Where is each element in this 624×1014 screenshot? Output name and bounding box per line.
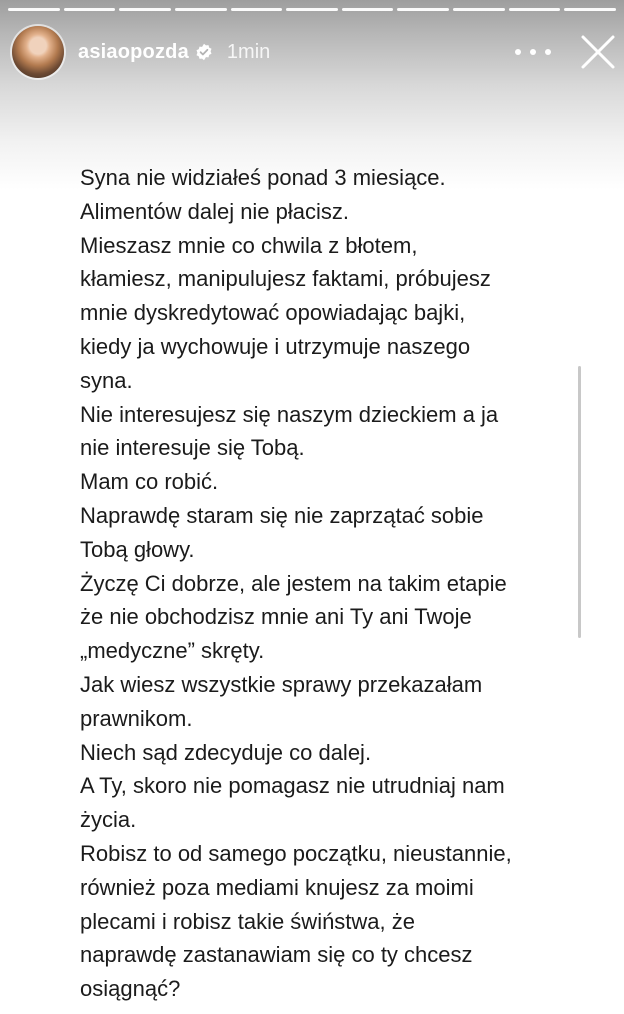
progress-segment: [119, 8, 171, 11]
username[interactable]: asiaopozda: [78, 40, 189, 63]
story-progress-bar: [8, 8, 616, 11]
story-text-line: Tobą głowy.: [80, 536, 195, 562]
story-text-line: Syna nie widziałeś ponad 3 miesiące.: [80, 165, 446, 190]
story-text-line: nie interesuje się Tobą.: [80, 435, 305, 461]
story-text-line: plecami i robisz takie świństwa, że: [80, 908, 416, 934]
progress-segment: [231, 8, 283, 11]
story-text-line: Mam co robić.: [80, 469, 219, 495]
verified-badge-icon: [195, 43, 213, 61]
story-header: [12, 26, 270, 78]
story-text-line: również poza mediami knujesz za moimi: [80, 874, 474, 900]
progress-segment: [397, 8, 449, 11]
story-text-line: A Ty, skoro nie pomagasz nie utrudniaj nam: [80, 773, 505, 799]
story-text-line: Mieszasz mnie co chwila z błotem,: [80, 232, 418, 258]
story-text-line: Naprawdę staram się nie zaprzątać sobie: [80, 502, 484, 528]
story-text-line: osiągnąć?: [80, 976, 181, 1002]
story-text-line: kiedy ja wychowuje i utrzymuje naszego: [80, 333, 471, 359]
scrollbar[interactable]: [578, 366, 581, 638]
story-text-line: Nie interesujesz się naszym dzieckiem a ja: [80, 401, 499, 427]
story-text-line: naprawdę zastanawiam się co ty chcesz: [80, 942, 473, 968]
story-text-line: „medyczne” skręty.: [80, 638, 265, 664]
story-text-line: Jak wiesz wszystkie sprawy przekazałam: [80, 671, 483, 697]
progress-segment: [342, 8, 394, 11]
story-text-line: Niech sąd zdecyduje co dalej.: [80, 739, 372, 765]
progress-segment: [564, 8, 616, 11]
story-text-block: [80, 161, 580, 1006]
avatar[interactable]: [12, 26, 64, 78]
story-text-line: syna.: [80, 367, 133, 393]
story-text-line: kłamiesz, manipulujesz faktami, próbujesz: [80, 266, 491, 292]
story-text-line: życia.: [80, 807, 137, 833]
story-text-line: Alimentów dalej nie płacisz.: [80, 198, 350, 224]
story-text-line: mnie dyskredytować opowiadając bajki,: [80, 300, 466, 326]
story-text-line: Robisz to od samego początku, nieustannie,: [80, 840, 512, 866]
progress-segment: [509, 8, 561, 11]
progress-segment: [453, 8, 505, 11]
story-text-line: że nie obchodzisz mnie ani Ty ani Twoje: [80, 604, 472, 630]
progress-segment: [64, 8, 116, 11]
story-text-line: prawnikom.: [80, 705, 193, 731]
story-text-line: Życzę Ci dobrze, ale jestem na takim etapie: [80, 570, 507, 596]
progress-segment: [286, 8, 338, 11]
close-icon[interactable]: [580, 34, 616, 70]
more-horizontal-icon[interactable]: [515, 40, 551, 64]
progress-segment: [8, 8, 60, 11]
post-time: 1min: [226, 40, 271, 63]
progress-segment: [175, 8, 227, 11]
